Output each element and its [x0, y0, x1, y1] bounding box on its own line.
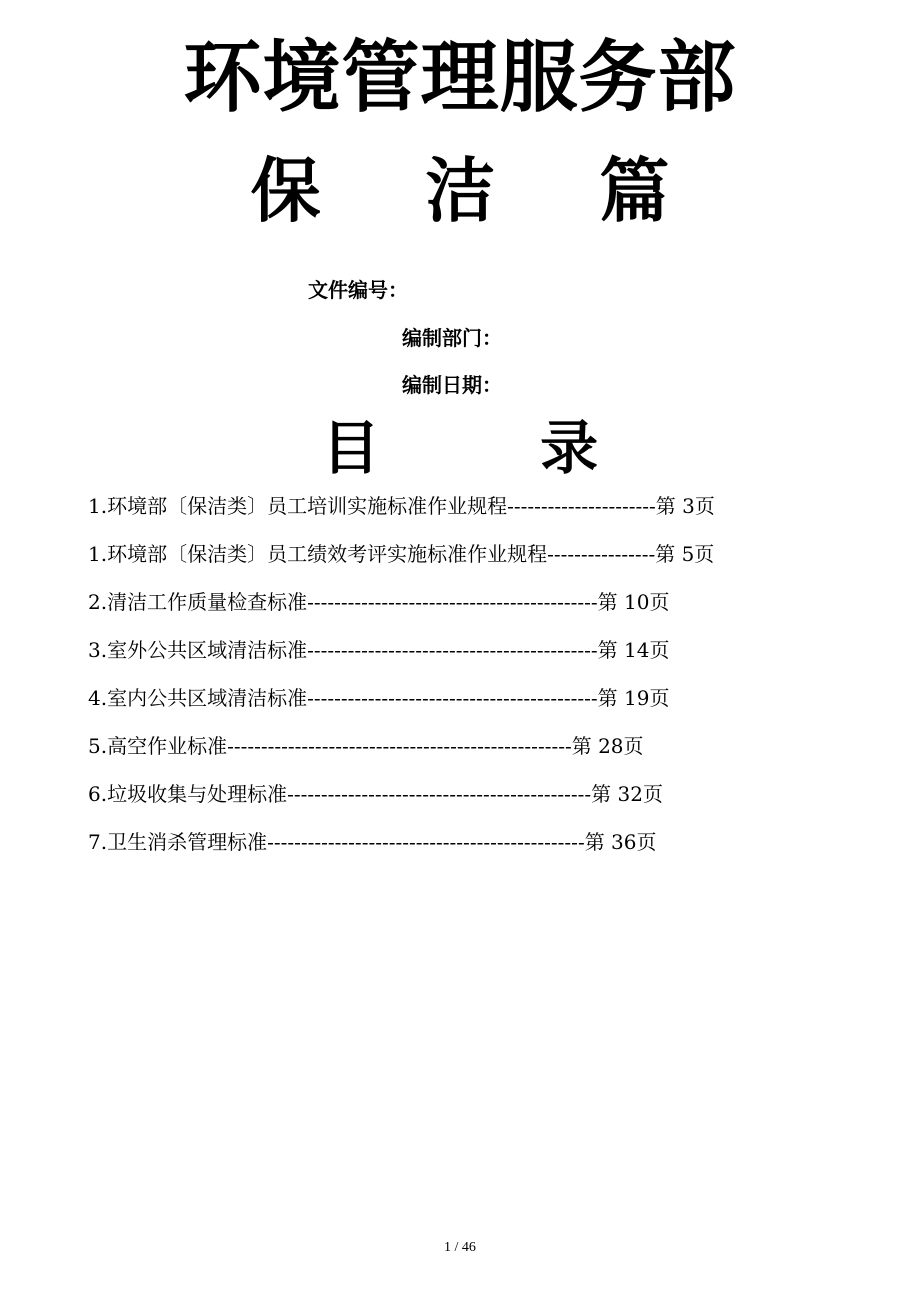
- toc-entry[interactable]: 7.卫生消杀管理标准-----------------------------------------------第 36页: [88, 830, 657, 854]
- toc-entry[interactable]: 4.室内公共区域清洁标准-------------------------------------------第 19页: [88, 686, 670, 710]
- toc-entry[interactable]: 5.高空作业标准---------------------------------------------------第 28页: [88, 734, 644, 758]
- toc-entry[interactable]: 2.清洁工作质量检查标准-------------------------------------------第 10页: [88, 590, 670, 614]
- file-number-label: 文件编号：: [308, 278, 408, 302]
- toc-entry[interactable]: 1.环境部〔保洁类〕员工绩效考评实施标准作业规程----------------第 5页: [88, 542, 715, 566]
- toc-heading: 目 录: [321, 414, 669, 482]
- page-indicator: 1 / 46: [444, 1240, 476, 1255]
- date-label: 编制日期：: [402, 373, 502, 397]
- table-of-contents: [88, 482, 848, 866]
- document-subtitle: 保 洁 篇: [250, 150, 710, 232]
- toc-entry[interactable]: 3.室外公共区域清洁标准-------------------------------------------第 14页: [88, 638, 670, 662]
- department-label: 编制部门：: [402, 326, 502, 350]
- toc-entry[interactable]: 1.环境部〔保洁类〕员工培训实施标准作业规程----------------------第 3页: [88, 494, 715, 518]
- document-title: 环境管理服务部: [183, 33, 737, 123]
- toc-entry[interactable]: 6.垃圾收集与处理标准---------------------------------------------第 32页: [88, 782, 663, 806]
